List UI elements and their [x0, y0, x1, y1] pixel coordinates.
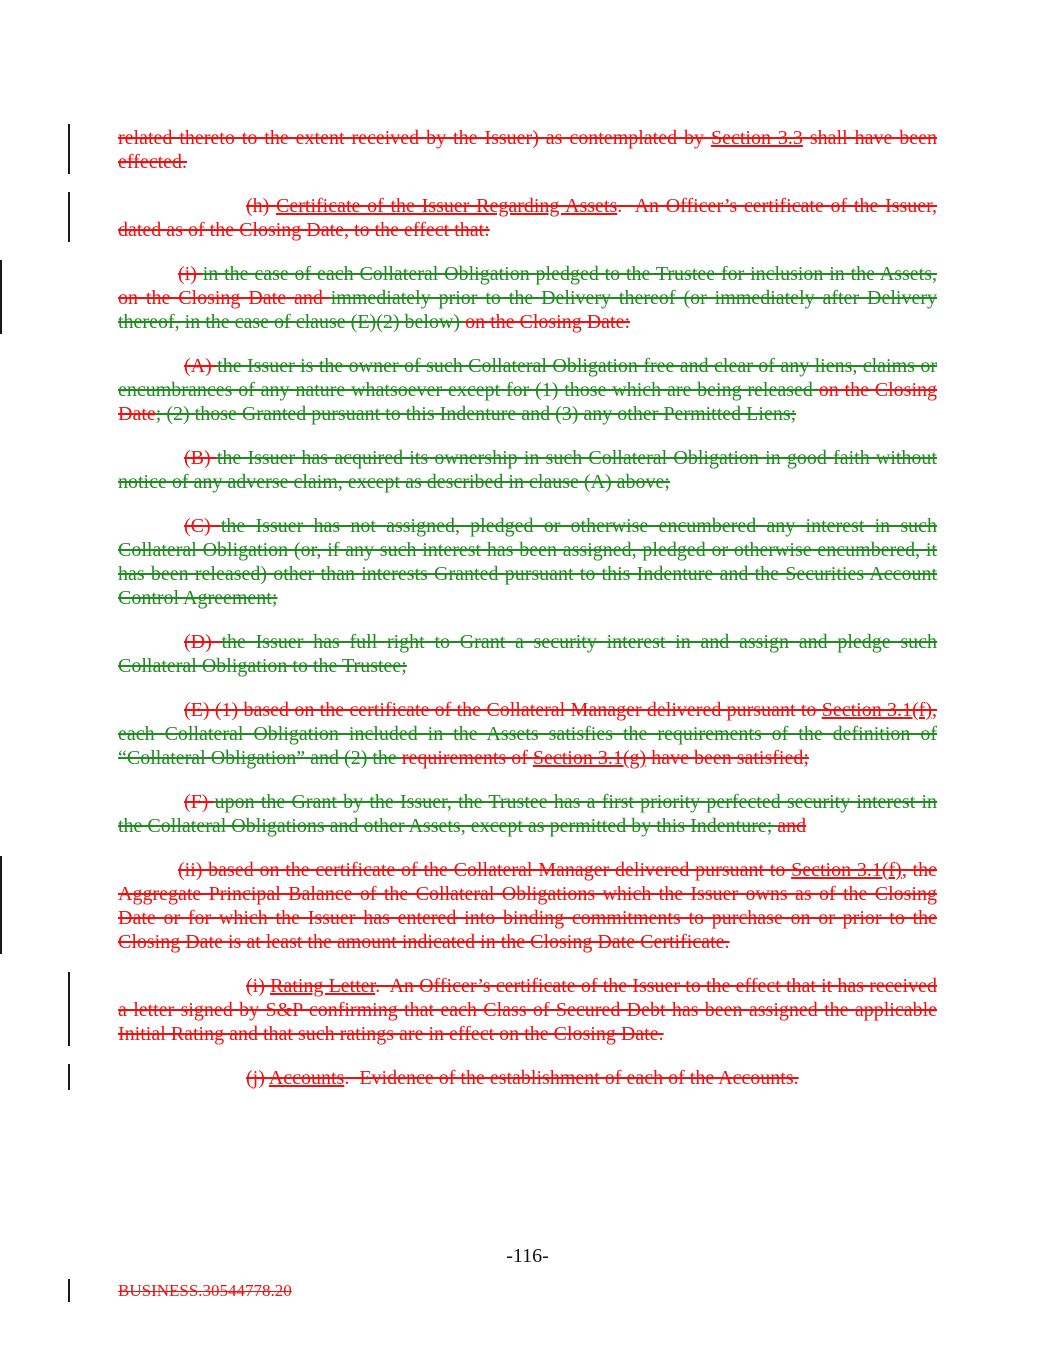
text-run: upon the Grant by the Issuer, the Trustee has a first priority perfected security interest in the Collateral Obligations and other Assets, except as permitted by this Indenture; [118, 791, 937, 837]
text-run: in the case of each Collateral Obligation pledged to the Trustee for inclusion in the Assets, [202, 263, 937, 285]
change-bar [68, 192, 70, 242]
text-run: (C) [184, 515, 221, 537]
text-run: have been satisfied; [646, 747, 809, 769]
text-run: requirements of [401, 747, 533, 769]
sub-clause-F [118, 790, 937, 838]
sub-clause-ii [118, 858, 937, 954]
underlined-reference: Section 3.1(f) [821, 699, 932, 721]
text-run: (F) [184, 791, 215, 813]
text-run: on the Closing Date [118, 379, 937, 425]
sub-clause-B [118, 446, 937, 494]
text-run: the Issuer has not assigned, pledged or otherwise encumbered any interest in such Collateral Obligation (or, if any such interest has been assigned, pledged or otherwise encumbered, it has been released) other than interests Granted pursuant to this Indenture and the Securities Account Control Agreement; [118, 515, 937, 609]
underlined-reference: Accounts [268, 1067, 345, 1089]
change-bar [68, 1279, 70, 1302]
text-run: (A) [184, 355, 218, 377]
page-number: -116- [506, 1245, 549, 1267]
change-bar [68, 124, 70, 174]
text-run: on the Closing Date and [118, 287, 331, 309]
sub-clause-E [118, 698, 937, 770]
text-run: (h) [246, 195, 277, 217]
clause-i-rating-letter [118, 974, 937, 1046]
text-run: (j) [246, 1067, 269, 1089]
text-run: and [777, 815, 807, 837]
sub-clause-D [118, 630, 937, 678]
change-bar [0, 260, 2, 334]
text-run: . An Officer’s certificate of the Issuer, dated as of the Closing Date, to the effect that: [118, 195, 937, 241]
text-run: (D) [184, 631, 222, 653]
change-bar [68, 972, 70, 1046]
underlined-reference: Certificate of the Issuer Regarding Assets [276, 195, 618, 217]
text-run: related thereto to the extent received by the Issuer) as contemplated by [118, 127, 711, 149]
text-run: the Issuer has acquired its ownership in such Collateral Obligation in good faith without notice of any adverse claim, except as described in clause (A) above; [118, 447, 937, 493]
change-bar [68, 1064, 70, 1090]
text-run: shall have been effected. [118, 127, 938, 173]
underlined-reference: Section 3.3 [710, 127, 803, 149]
clause-j-accounts [118, 1066, 937, 1090]
page-footer [118, 1244, 937, 1301]
underlined-reference: Section 3.1(f) [791, 859, 902, 881]
document-body [118, 126, 937, 1090]
sub-clause-A [118, 354, 937, 426]
text-run: (E) (1) based on the certificate of the Collateral Manager delivered pursuant to [184, 699, 822, 721]
underlined-reference: Rating Letter [270, 975, 376, 997]
clause-continuation [118, 126, 937, 174]
text-run: the Issuer has full right to Grant a security interest in and assign and pledge such Collateral Obligation to the Trustee; [118, 631, 937, 677]
text-run: (B) [184, 447, 217, 469]
text-run: (i) [246, 975, 271, 997]
sub-clause-C [118, 514, 937, 610]
document-id-line [118, 1280, 937, 1301]
text-run: , the Aggregate Principal Balance of the Collateral Obligations which the Issuer owns as of the Closing Date or for which the Issuer has entered into binding commitments to purchase on or prior to the Closing Date is at least the amount indicated in the Closing Date Certificate. [118, 859, 937, 953]
text-run: the Issuer is the owner of such Collateral Obligation free and clear of any liens, claims or encumbrances of any nature whatsoever except for (1) those which are being released [118, 355, 937, 401]
underlined-reference: Section 3.1(g) [532, 747, 647, 769]
text-run: . An Officer’s certificate of the Issuer to the effect that it has received a letter signed by S&P confirming that each Class of Secured Debt has been assigned the applicable Initial Rating and that such ratings are in effect on the Closing Date. [118, 975, 937, 1045]
document-id-footer: BUSINESS.30544778.20 [118, 1281, 292, 1300]
clause-h-certificate-of-issuer [118, 194, 937, 242]
text-run: immediately prior to the Delivery thereof (or immediately after Delivery thereof, in the case of clause (E)(2) below) [118, 287, 937, 333]
change-bar [0, 856, 2, 954]
text-run: (i) [178, 263, 203, 285]
text-run: (ii) based on the certificate of the Collateral Manager delivered pursuant to [178, 859, 792, 881]
text-run: on the Closing Date: [465, 311, 631, 333]
text-run: . Evidence of the establishment of each of the Accounts. [344, 1067, 799, 1089]
sub-clause-i [118, 262, 937, 334]
text-run: each Collateral Obligation included in the Assets satisfies the requirements of the definition of “Collateral Obligation” and (2) the [118, 723, 937, 769]
text-run: , [932, 699, 937, 721]
text-run: ; (2) those Granted pursuant to this Indenture and (3) any other Permitted Liens; [155, 403, 797, 425]
